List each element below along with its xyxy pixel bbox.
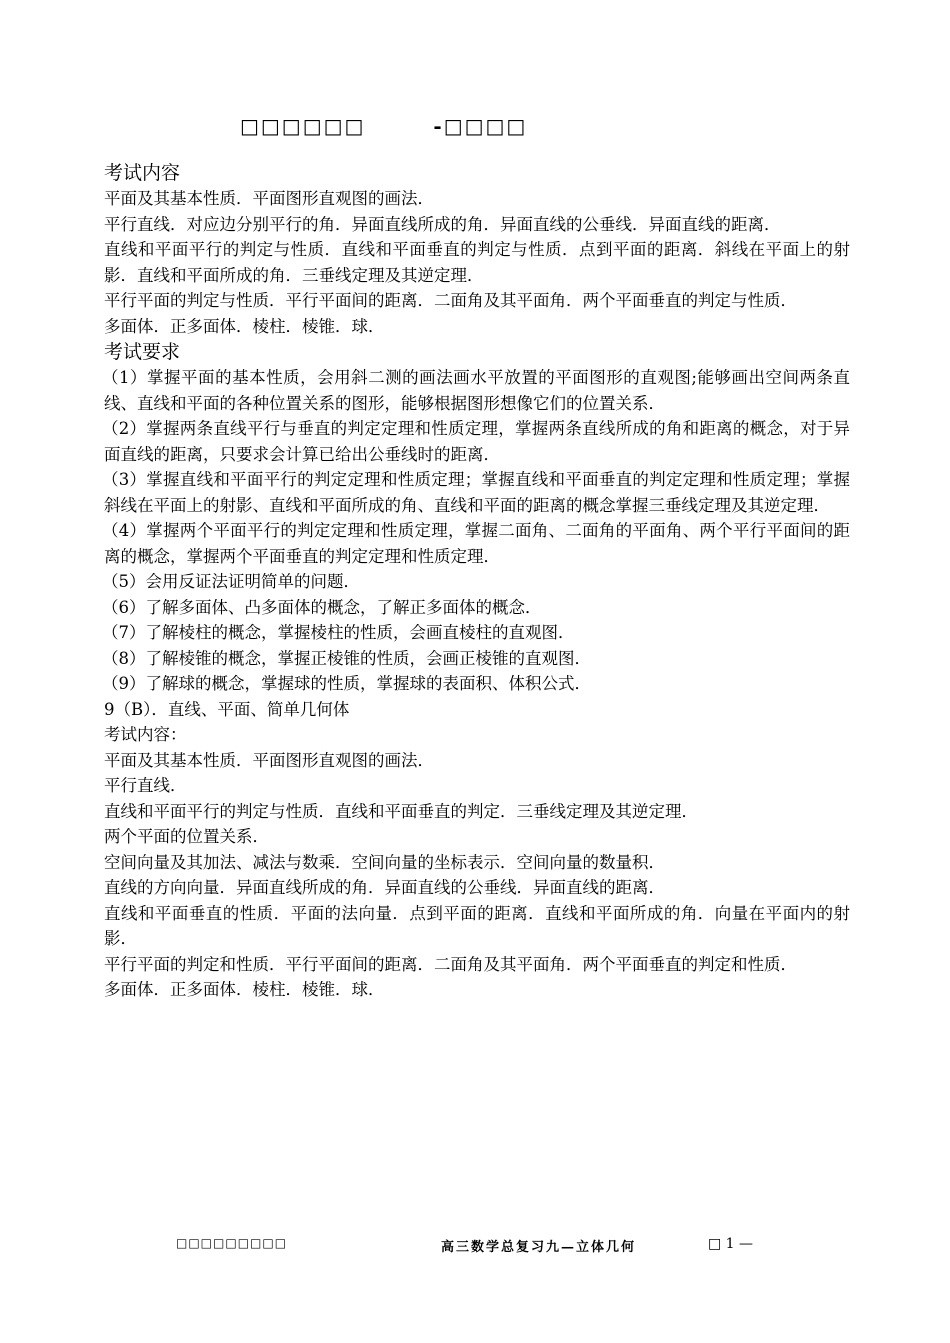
paragraph: 平行平面的判定与性质．平行平面间的距离．二面角及其平面角．两个平面垂直的判定与性质． <box>104 291 797 310</box>
paragraph: 直线和平面平行的判定与性质．直线和平面垂直的判定．三垂线定理及其逆定理． <box>104 801 698 821</box>
paragraph: 空间向量及其加法、减法与数乘．空间向量的坐标表示．空间向量的数量积． <box>104 852 665 872</box>
requirement-item: （6）了解多面体、凸多面体的概念，了解正多面体的概念． <box>102 597 542 617</box>
paragraph: 直线和平面垂直的性质．平面的法向量．点到平面的距离．直线和平面所成的角．向量在平面内的射影． <box>104 903 850 948</box>
requirement-item: （7）了解棱柱的概念，掌握棱柱的性质，会画直棱柱的直观图． <box>102 623 575 642</box>
requirement-item: （1）掌握平面的基本性质，会用斜二测的画法画水平放置的平面图形的直观图;能够画出空间两条直线、直线和平面的各种位置关系的图形，能够根据图形想像它们的位置关系． <box>102 368 850 413</box>
paragraph: 多面体．正多面体．棱柱．棱锥．球． <box>104 980 385 999</box>
requirement-item: （2）掌握两条直线平行与垂直的判定定理和性质定理，掌握两条直线所成的角和距离的概念，对于异面直线的距离，只要求会计算已给出公垂线时的距离． <box>102 419 850 464</box>
section-heading-9b: 9（B）．直线、平面、简单几何体 <box>104 699 350 719</box>
section-heading-exam-requirements: 考试要求 <box>104 341 181 363</box>
paragraph: 直线和平面平行的判定与性质．直线和平面垂直的判定与性质．点到平面的距离．斜线在平面上的射影．直线和平面所成的角．三垂线定理及其逆定理． <box>104 240 850 285</box>
paragraph: 平行直线．对应边分别平行的角．异面直线所成的角．异面直线的公垂线．异面直线的距离． <box>104 214 781 234</box>
page-title <box>240 114 527 138</box>
paragraph: 两个平面的位置关系． <box>104 827 269 846</box>
paragraph: 平面及其基本性质．平面图形直观图的画法． <box>104 750 434 770</box>
title-part-1: □□□□□□ <box>240 114 366 138</box>
subheading-exam-content: 考试内容： <box>104 725 187 744</box>
paragraph: 多面体．正多面体．棱柱．棱锥．球． <box>104 316 385 336</box>
footer-left: □□□□□□□□□ <box>176 1236 288 1250</box>
section-heading-exam-content: 考试内容 <box>104 162 181 184</box>
paragraph: 平行直线． <box>104 776 187 795</box>
paragraph: 平行平面的判定和性质．平行平面间的距离．二面角及其平面角．两个平面垂直的判定和性质． <box>104 954 797 974</box>
requirement-item: （8）了解棱锥的概念，掌握正棱锥的性质，会画正棱锥的直观图． <box>102 648 591 668</box>
paragraph: 平面及其基本性质．平面图形直观图的画法． <box>104 189 434 208</box>
title-part-2: -□□□□ <box>433 114 528 138</box>
requirement-item: （9）了解球的概念，掌握球的性质，掌握球的表面积、体积公式． <box>102 674 591 693</box>
page-footer <box>0 1236 950 1256</box>
requirement-item: （4）掌握两个平面平行的判定定理和性质定理，掌握二面角、二面角的平面角、两个平行平面间的距离的概念，掌握两个平面垂直的判定定理和性质定理． <box>102 521 850 566</box>
document-body <box>104 160 850 1003</box>
requirement-item: （3）掌握直线和平面平行的判定定理和性质定理；掌握直线和平面垂直的判定定理和性质定理；掌握斜线在平面上的射影、直线和平面所成的角、直线和平面的距离的概念掌握三垂线定理及其逆定理． <box>102 470 850 515</box>
paragraph: 直线的方向向量．异面直线所成的角．异面直线的公垂线．异面直线的距离． <box>104 878 665 897</box>
page-number: □ 1 — <box>708 1236 754 1252</box>
requirement-item: （5）会用反证法证明简单的问题． <box>102 572 360 591</box>
footer-center-title: 高三数学总复习九—立体几何 <box>441 1240 637 1255</box>
